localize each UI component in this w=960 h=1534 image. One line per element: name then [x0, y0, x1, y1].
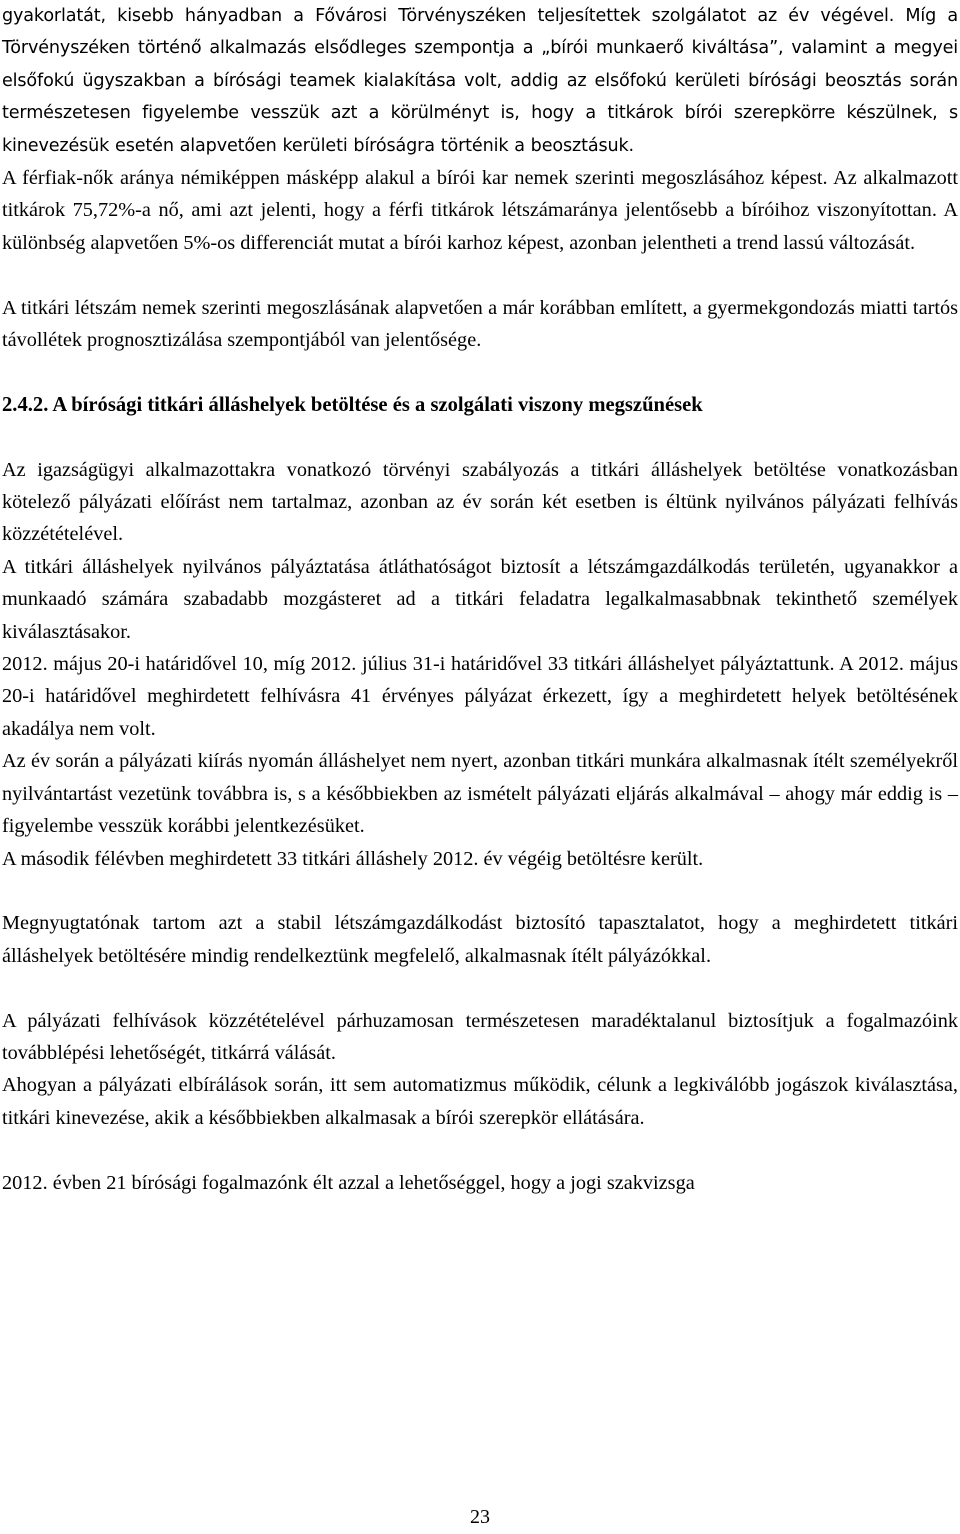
paragraph-gap — [2, 421, 958, 453]
paragraph-gap — [2, 972, 958, 1004]
paragraph-gap — [2, 875, 958, 907]
paragraph-gap — [2, 356, 958, 388]
paragraph-junior-advancement: A pályázati felhívások közzétételével párhuzamosan természetesen maradéktalanul biztosítjuk a fogalmazóink továbblépési lehetőségét, titkárrá válását. — [2, 1009, 958, 1064]
paragraph-gender-significance: A titkári létszám nemek szerinti megoszlásának alapvetően a már korábban említett, a gyermekgondozás miatti tartós távollétek prognosztizálása szempontjából van jelentősége. — [2, 296, 958, 352]
section-heading: 2.4.2. A bírósági titkári álláshelyek betöltése és a szolgálati viszony megszűnések — [2, 393, 703, 416]
paragraph-gender-ratio: A férfiak-nők aránya némiképpen másképp alakul a bírói kar nemek szerinti megoszlásához képest. Az alkalmazott titkárok 75,72%-a nő, ami azt jelenti, hogy a férfi titkárok létszámaránya jelentősebb a bíróihoz viszonyítottan. A különbség alapvetően 5%-os differenciát mutat a bírói karhoz képest, azonban jelentheti a trend lassú változását. — [2, 167, 958, 254]
paragraph-tender-deadlines: 2012. május 20-i határidővel 10, míg 2012. július 31-i határidővel 33 titkári álláshelyet pályáztattunk. A 2012. május 20-i határidővel meghirdetett felhívásra 41 érvényes pályázat érkezett, így a meghirdetett helyek betöltésének akadálya nem volt. — [2, 653, 958, 740]
paragraph-bar-exam: 2012. évben 21 bírósági fogalmazónk élt azzal a lehetőséggel, hogy a jogi szakvizsga — [2, 1171, 695, 1194]
paragraph-trainee-placement: gyakorlatát, kisebb hányadban a Fővárosi Törvényszéken teljesítettek szolgálatot az év végével. Míg a Törvényszéken történő alkalmazás elsődleges szempontja a „bírói munkaerő kiváltása”, valamint a megyei elsőfokú ügyszakban a bírósági teamek kialakítása volt, addig az elsőfokú kerületi bírósági beosztás során természetesen figyelembe vesszük azt a körülményt is, hogy a titkárok bírói szerepkörre készülnek, s kinevezésük esetén alapvetően kerületi bíróságra történik a beosztásuk. — [2, 6, 958, 156]
paragraph-public-tender: A titkári álláshelyek nyilvános pályáztatása átláthatóságot biztosít a létszámgazdálkodás területén, ugyanakkor a munkaadó számára szabadabb mozgásteret ad a titkári feladatra legalkalmasabbnak tekinthető személyek kiválasztásakor. — [2, 555, 958, 643]
page-number: 23 — [470, 1506, 490, 1528]
paragraph-selection-goal: Ahogyan a pályázati elbírálások során, itt sem automatizmus működik, célunk a legkiválóbb jogászok kiválasztása, titkári kinevezése, akik a későbbiekben alkalmasak a bírói szerepkör ellátására. — [2, 1074, 958, 1129]
paragraph-applicant-registry: Az év során a pályázati kiírás nyomán álláshelyet nem nyert, azonban titkári munkára alkalmasnak ítélt személyekről nyilvántartást vezetünk továbbra is, s a későbbiekben az ismételt pályázati eljárás alkalmával – ahogy már eddig is – figyelembe vesszük korábbi jelentkezésüket. — [2, 750, 958, 838]
paragraph-second-half-positions: A második félévben meghirdetett 33 titkári álláshely 2012. év végéig betöltésre került. — [2, 847, 704, 870]
paragraph-legal-regulation: Az igazságügyi alkalmazottakra vonatkozó törvényi szabályozás a titkári álláshelyek betöltése vonatkozásban kötelező pályázati előírást nem tartalmaz, azonban az év során két esetben is éltünk nyilvános pályázati felhívás közzétételével. — [2, 458, 958, 546]
paragraph-gap — [2, 1134, 958, 1166]
paragraph-stable-staffing: Megnyugtatónak tartom azt a stabil létszámgazdálkodást biztosító tapasztalatot, hogy a meghirdetett titkári álláshelyek betöltésére mindig rendelkeztünk megfelelő, alkalmasnak ítélt pályázókkal. — [2, 912, 958, 967]
paragraph-gap — [2, 259, 958, 291]
